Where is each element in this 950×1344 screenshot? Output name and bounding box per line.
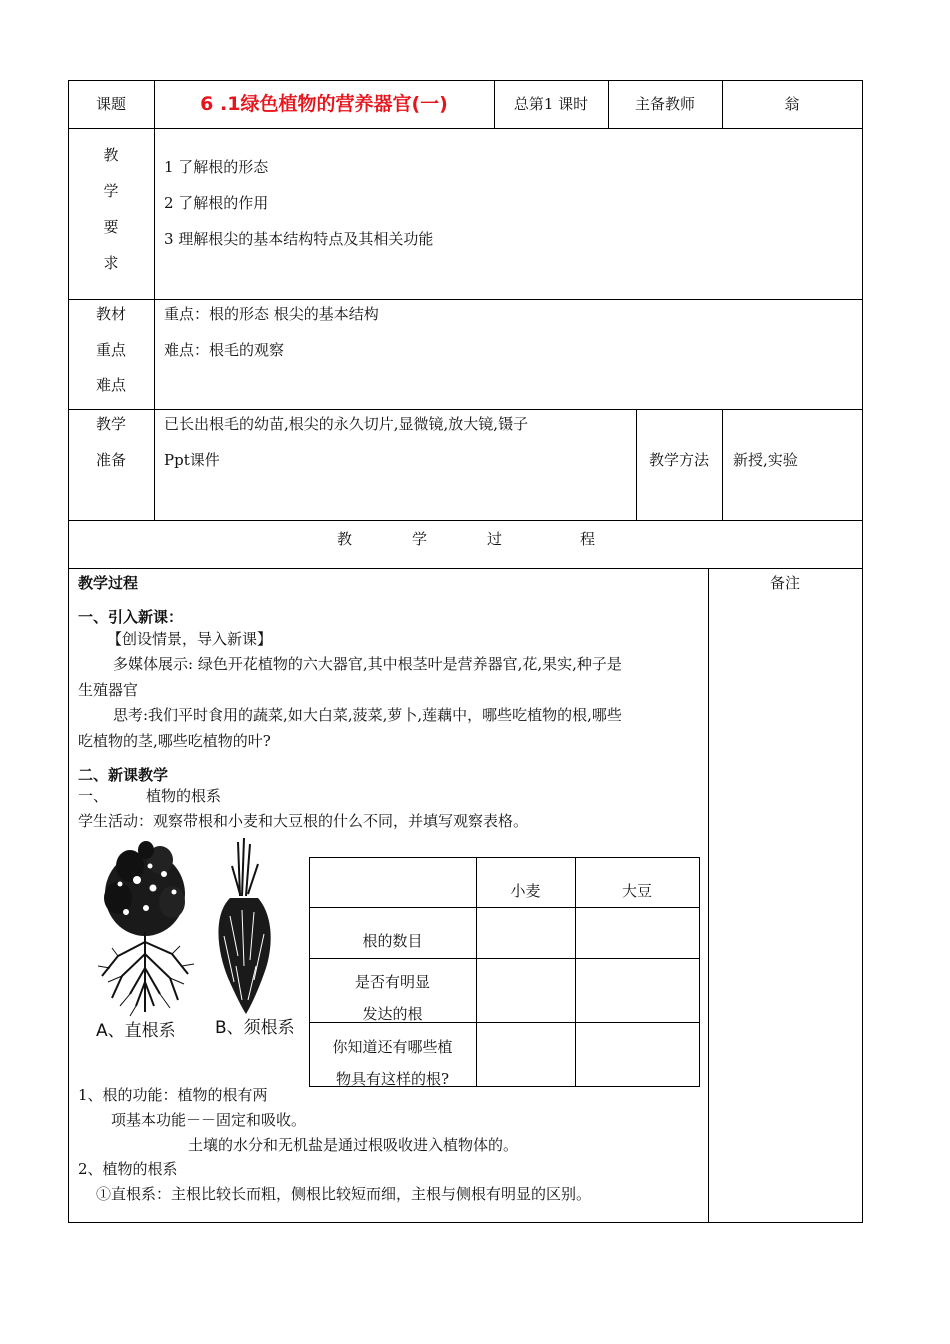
section1-tag: 【创设情景，导入新课】 [107, 630, 273, 648]
function-line-2: 项基本功能－－固定和吸收。 [111, 1111, 307, 1129]
key-point-text: 重点：根的形态 根尖的基本结构 [164, 305, 379, 323]
requirements-label-3: 要 [103, 218, 119, 236]
table-row-label: 发达的根 [362, 1005, 423, 1023]
root-system-illustration [90, 836, 302, 1022]
sub1-title: 植物的根系 [146, 787, 222, 805]
table-row-label: 物具有这样的根? [335, 1070, 450, 1088]
table-row-label: 你知道还有哪些植 [332, 1038, 453, 1056]
table-row-label: 根的数目 [362, 932, 423, 950]
keypoints-label-2: 重点 [95, 341, 126, 359]
process-header-char: 学 [412, 530, 428, 548]
figure-a-caption: A、直根系 [96, 1021, 176, 1041]
para2-line1: 思考:我们平时食用的蔬菜,如大白菜,菠菜,萝卜,莲藕中，哪些吃植物的根,哪些 [113, 706, 622, 724]
difficult-point-text: 难点：根毛的观察 [164, 341, 285, 359]
fibrous-root-plant-icon [218, 838, 270, 1014]
teacher-label: 主备教师 [634, 95, 695, 113]
figure-b-caption: B、须根系 [215, 1018, 295, 1038]
taproot-plant-icon [98, 841, 194, 1016]
process-header-char: 过 [487, 530, 503, 548]
function-line-3: 土壤的水分和无机盐是通过根吸收进入植物体的。 [188, 1136, 519, 1154]
para1-line2: 生殖器官 [78, 681, 139, 699]
requirement-item: 1 了解根的形态 [164, 158, 269, 176]
function-line-1: 1、根的功能：植物的根有两 [78, 1086, 268, 1104]
preparation-label-1: 教学 [95, 415, 126, 433]
sub1-number: 一、 [78, 787, 109, 805]
root-system-title: 2、植物的根系 [78, 1160, 178, 1178]
para1-line1: 多媒体展示: 绿色开花植物的六大器官,其中根茎叶是营养器官,花,果实,种子是 [113, 655, 622, 673]
section2-title: 二、新课教学 [78, 766, 169, 784]
process-heading: 教学过程 [78, 574, 139, 592]
preparation-label-2: 准备 [95, 451, 126, 469]
student-activity: 学生活动：观察带根和小麦和大豆根的什么不同，并填写观察表格。 [78, 812, 529, 830]
method-value: 新授,实验 [733, 451, 798, 469]
requirements-label-2: 学 [103, 182, 119, 200]
period-count: 总第1 课时 [513, 95, 589, 113]
preparation-item: Ppt课件 [164, 451, 220, 469]
para2-line2: 吃植物的茎,哪些吃植物的叶? [78, 732, 271, 750]
section1-title: 一、引入新课： [78, 608, 184, 626]
requirements-label-4: 求 [103, 254, 119, 272]
preparation-item: 已长出根毛的幼苗,根尖的永久切片,显微镜,放大镜,镊子 [164, 415, 529, 433]
topic-label: 课题 [95, 95, 126, 113]
method-label: 教学方法 [648, 451, 709, 469]
lesson-title: 6 .1绿色植物的营养器官(一) [200, 93, 448, 115]
requirement-item: 3 理解根尖的基本结构特点及其相关功能 [164, 230, 434, 248]
remark-label: 备注 [769, 574, 800, 592]
teacher-name: 翁 [784, 95, 800, 113]
taproot-description: ①直根系：主根比较长而粗，侧根比较短而细，主根与侧根有明显的区别。 [96, 1185, 592, 1203]
table-header-soybean: 大豆 [621, 882, 652, 900]
keypoints-label-1: 教材 [95, 305, 126, 323]
process-header-char: 教 [337, 530, 353, 548]
table-row-label: 是否有明显 [354, 973, 430, 991]
table-header-wheat: 小麦 [510, 882, 541, 900]
requirement-item: 2 了解根的作用 [164, 194, 269, 212]
requirements-label-1: 教 [103, 146, 119, 164]
keypoints-label-3: 难点 [95, 376, 126, 394]
process-header-char: 程 [580, 530, 596, 548]
